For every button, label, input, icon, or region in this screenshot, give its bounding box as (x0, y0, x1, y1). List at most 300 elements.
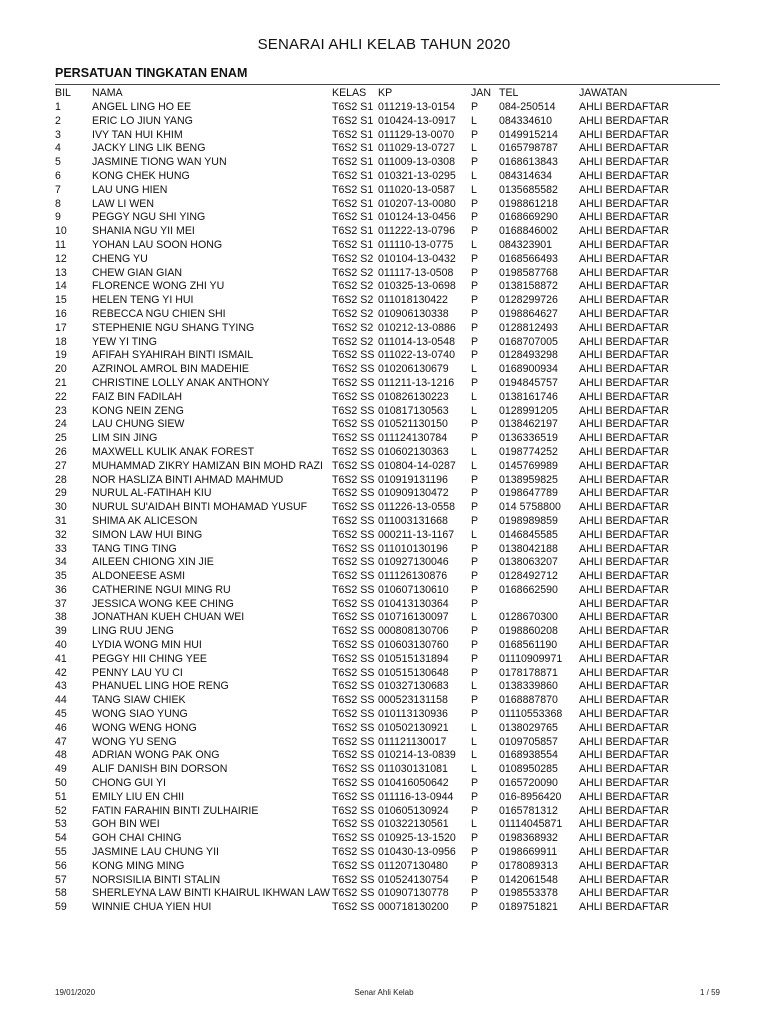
cell-kp: 010906130338 (378, 307, 449, 320)
cell-tel: 0168566493 (499, 252, 558, 265)
cell-tel: 0198860208 (499, 625, 558, 638)
table-row (55, 805, 720, 819)
table-row (55, 418, 720, 432)
cell-kp: 010104-13-0432 (378, 252, 456, 265)
table-row (55, 198, 720, 212)
cell-kelas: T6S2 SS (332, 763, 375, 776)
cell-tel: 084-250514 (499, 101, 556, 113)
cell-nama: JONATHAN KUEH CHUAN WEI (92, 611, 245, 624)
cell-jawatan: AHLI BERDAFTAR (579, 625, 669, 638)
cell-kelas: T6S2 SS (332, 390, 375, 403)
cell-jan: P (471, 556, 479, 569)
table-row (55, 267, 720, 281)
cell-kp: 010925-13-1520 (378, 832, 456, 845)
cell-jan: P (471, 804, 479, 817)
header-bil: BIL (55, 87, 71, 99)
cell-kelas: T6S2 S1 (332, 225, 374, 238)
cell-jan: P (471, 266, 479, 279)
table-row (55, 115, 720, 129)
cell-kp: 011211-13-1216 (378, 376, 455, 389)
table-row (55, 101, 720, 115)
cell-kp: 010603130760 (378, 639, 449, 652)
cell-jan: P (471, 542, 479, 555)
cell-nama: WINNIE CHUA YIEN HUI (92, 901, 212, 914)
cell-bil: 59 (55, 901, 67, 914)
cell-jan: P (471, 211, 479, 224)
cell-bil: 34 (55, 556, 67, 569)
table-row (55, 625, 720, 639)
cell-tel: 0145769989 (499, 459, 558, 472)
cell-kelas: T6S2 S2 (332, 321, 374, 334)
cell-jawatan: AHLI BERDAFTAR (579, 749, 669, 762)
cell-bil: 40 (55, 639, 67, 652)
header-nama: NAMA (92, 87, 123, 99)
cell-nama: FATIN FARAHIN BINTI ZULHAIRIE (92, 804, 259, 817)
cell-jan: P (471, 777, 479, 790)
cell-kp: 011117-13-0508 (378, 266, 454, 279)
cell-bil: 13 (55, 266, 67, 279)
cell-tel: 0198864627 (499, 307, 558, 320)
cell-jan: P (471, 294, 479, 307)
cell-jan: L (471, 445, 477, 458)
cell-nama: NORSISILIA BINTI STALIN (92, 873, 221, 886)
cell-kp: 010416050642 (378, 777, 449, 790)
table-row (55, 680, 720, 694)
cell-kp: 010502130921 (378, 721, 449, 734)
cell-tel: 084323901 (499, 238, 553, 251)
cell-kp: 010817130563 (378, 404, 449, 417)
cell-jan: P (471, 418, 479, 431)
cell-nama: KONG MING MING (92, 859, 185, 872)
cell-kelas: T6S2 SS (332, 376, 375, 389)
cell-kelas: T6S2 SS (332, 445, 375, 458)
table-row (55, 405, 720, 419)
cell-jawatan: AHLI BERDAFTAR (579, 363, 669, 376)
cell-tel: 0128492712 (499, 570, 558, 583)
table-row (55, 874, 720, 888)
cell-nama: GOH BIN WEI (92, 818, 160, 831)
cell-kelas: T6S2 SS (332, 652, 375, 665)
cell-tel: 0198861218 (499, 197, 558, 210)
cell-jawatan: AHLI BERDAFTAR (579, 225, 669, 238)
cell-bil: 10 (55, 225, 67, 238)
cell-nama: AILEEN CHIONG XIN JIE (92, 556, 214, 569)
cell-kp: 011003131668 (378, 514, 448, 527)
table-row (55, 391, 720, 405)
cell-bil: 14 (55, 280, 67, 293)
cell-tel: 0165720090 (499, 777, 558, 790)
header-tel: TEL (499, 87, 519, 99)
cell-bil: 53 (55, 818, 67, 831)
table-row (55, 377, 720, 391)
cell-jan: P (471, 832, 479, 845)
cell-kelas: T6S2 SS (332, 859, 375, 872)
cell-jawatan: AHLI BERDAFTAR (579, 487, 669, 500)
cell-kp: 010826130223 (378, 390, 449, 403)
cell-jan: L (471, 611, 477, 624)
table-row (55, 529, 720, 543)
cell-bil: 3 (55, 128, 61, 141)
cell-tel: 0138462197 (499, 418, 558, 431)
table-row (55, 763, 720, 777)
cell-jan: P (471, 790, 479, 803)
cell-nama: LAU UNG HIEN (92, 183, 168, 196)
cell-kelas: T6S2 S2 (332, 252, 374, 265)
cell-jawatan: AHLI BERDAFTAR (579, 128, 669, 141)
cell-nama: WONG WENG HONG (92, 721, 197, 734)
cell-kp: 011022-13-0740 (378, 349, 455, 362)
cell-nama: CHEW GIAN GIAN (92, 266, 183, 279)
table-row (55, 142, 720, 156)
cell-jan: P (471, 514, 479, 527)
cell-kelas: T6S2 S2 (332, 335, 374, 348)
cell-kp: 010206130679 (378, 363, 449, 376)
cell-bil: 52 (55, 804, 67, 817)
cell-tel: 0198553378 (499, 887, 558, 900)
cell-nama: JASMINE TIONG WAN YUN (92, 156, 227, 169)
cell-kelas: T6S2 S1 (332, 169, 374, 182)
cell-kp: 011010130196 (378, 542, 448, 555)
cell-jan: P (471, 501, 479, 514)
cell-tel: 0198774252 (499, 445, 558, 458)
cell-jawatan: AHLI BERDAFTAR (579, 349, 669, 362)
cell-nama: STEPHENIE NGU SHANG TYING (92, 321, 255, 334)
cell-jan: P (471, 846, 479, 859)
cell-tel: 0138959825 (499, 473, 558, 486)
header-kelas: KELAS (332, 87, 367, 99)
cell-bil: 16 (55, 307, 67, 320)
cell-kelas: T6S2 S2 (332, 266, 374, 279)
cell-bil: 6 (55, 169, 61, 182)
cell-bil: 22 (55, 390, 67, 403)
cell-jawatan: AHLI BERDAFTAR (579, 901, 669, 914)
cell-kelas: T6S2 SS (332, 542, 375, 555)
cell-jan: P (471, 487, 479, 500)
cell-jawatan: AHLI BERDAFTAR (579, 790, 669, 803)
table-row (55, 156, 720, 170)
cell-kp: 010113130936 (378, 708, 448, 721)
cell-tel: 0168561190 (499, 639, 558, 652)
cell-nama: NURUL SU'AIDAH BINTI MOHAMAD YUSUF (92, 501, 308, 514)
cell-tel: 016-8956420 (499, 790, 562, 803)
cell-bil: 48 (55, 749, 67, 762)
cell-kp: 010124-13-0456 (378, 211, 456, 224)
cell-jawatan: AHLI BERDAFTAR (579, 501, 669, 514)
cell-tel: 0138161746 (499, 390, 558, 403)
table-row (55, 225, 720, 239)
cell-kp: 011222-13-0796 (378, 225, 455, 238)
cell-bil: 12 (55, 252, 67, 265)
cell-jan: L (471, 459, 477, 472)
cell-nama: MAXWELL KULIK ANAK FOREST (92, 445, 255, 458)
cell-kp: 010607130610 (378, 583, 449, 596)
cell-jan: L (471, 142, 477, 155)
cell-bil: 11 (55, 238, 66, 251)
cell-kelas: T6S2 S1 (332, 101, 374, 113)
cell-kelas: T6S2 SS (332, 666, 375, 679)
cell-jawatan: AHLI BERDAFTAR (579, 307, 669, 320)
cell-bil: 51 (55, 790, 67, 803)
cell-kelas: T6S2 SS (332, 804, 375, 817)
cell-nama: YEW YI TING (92, 335, 157, 348)
cell-bil: 54 (55, 832, 67, 845)
cell-kp: 011219-13-0154 (378, 101, 455, 113)
cell-bil: 9 (55, 211, 61, 224)
cell-jawatan: AHLI BERDAFTAR (579, 473, 669, 486)
cell-nama: LYDIA WONG MIN HUI (92, 639, 202, 652)
cell-bil: 55 (55, 846, 67, 859)
cell-jan: P (471, 280, 479, 293)
section-title: PERSATUAN TINGKATAN ENAM (55, 66, 248, 80)
cell-tel: 0168938554 (499, 749, 558, 762)
cell-tel: 084334610 (499, 114, 553, 127)
cell-bil: 39 (55, 625, 67, 638)
cell-jawatan: AHLI BERDAFTAR (579, 432, 669, 445)
cell-kp: 010413130364 (378, 597, 449, 610)
table-body (55, 101, 720, 915)
cell-jawatan: AHLI BERDAFTAR (579, 846, 669, 859)
cell-kp: 011116-13-0944 (378, 790, 454, 803)
cell-nama: ALIF DANISH BIN DORSON (92, 763, 228, 776)
cell-jan: P (471, 225, 479, 238)
cell-tel: 0128812493 (499, 321, 558, 334)
cell-tel: 0138339860 (499, 680, 558, 693)
cell-jawatan: AHLI BERDAFTAR (579, 404, 669, 417)
table-row (55, 129, 720, 143)
cell-kelas: T6S2 S1 (332, 156, 374, 169)
cell-tel: 0189751821 (499, 901, 558, 914)
header-kp: KP (378, 87, 393, 99)
cell-bil: 17 (55, 321, 67, 334)
cell-kp: 011207130480 (378, 859, 448, 872)
cell-tel: 0128991205 (499, 404, 558, 417)
cell-jan: L (471, 818, 477, 831)
cell-jawatan: AHLI BERDAFTAR (579, 114, 669, 127)
cell-nama: PEGGY HII CHING YEE (92, 652, 207, 665)
cell-tel: 084314634 (499, 169, 553, 182)
cell-jan: P (471, 156, 479, 169)
cell-tel: 0198587768 (499, 266, 558, 279)
cell-kp: 000211-13-1167 (378, 528, 455, 541)
cell-jan: P (471, 873, 479, 886)
cell-kp: 011018130422 (378, 294, 448, 307)
cell-kp: 011124130784 (378, 432, 448, 445)
table-row (55, 253, 720, 267)
cell-tel: 0138042188 (499, 542, 558, 555)
cell-kelas: T6S2 S1 (332, 183, 374, 196)
cell-kp: 010927130046 (378, 556, 449, 569)
cell-jan: P (471, 901, 479, 914)
cell-jan: P (471, 625, 479, 638)
cell-kp: 010327130683 (378, 680, 449, 693)
cell-jawatan: AHLI BERDAFTAR (579, 211, 669, 224)
cell-bil: 46 (55, 721, 67, 734)
cell-bil: 29 (55, 487, 67, 500)
cell-kelas: T6S2 SS (332, 873, 375, 886)
cell-nama: IVY TAN HUI KHIM (92, 128, 183, 141)
cell-nama: AZRINOL AMROL BIN MADEHIE (92, 363, 249, 376)
cell-bil: 32 (55, 528, 67, 541)
cell-jan: L (471, 763, 477, 776)
footer-date: 19/01/2020 (55, 988, 96, 997)
cell-bil: 19 (55, 349, 67, 362)
cell-jawatan: AHLI BERDAFTAR (579, 156, 669, 169)
cell-jawatan: AHLI BERDAFTAR (579, 721, 669, 734)
cell-kp: 000808130706 (378, 625, 449, 638)
table-row (55, 611, 720, 625)
cell-bil: 41 (55, 652, 67, 665)
cell-jawatan: AHLI BERDAFTAR (579, 818, 669, 831)
cell-kp: 010909130472 (378, 487, 449, 500)
cell-kp: 010521130150 (378, 418, 448, 431)
cell-kelas: T6S2 S1 (332, 238, 374, 251)
cell-jan: P (471, 321, 479, 334)
cell-jawatan: AHLI BERDAFTAR (579, 390, 669, 403)
cell-jan: L (471, 169, 477, 182)
table-row (55, 846, 720, 860)
cell-kp: 011014-13-0548 (378, 335, 455, 348)
cell-jawatan: AHLI BERDAFTAR (579, 101, 669, 113)
header-jawatan: JAWATAN (579, 87, 628, 99)
cell-tel: 0198368932 (499, 832, 558, 845)
cell-kp: 010321-13-0295 (378, 169, 456, 182)
cell-tel: 0136336519 (499, 432, 558, 445)
cell-jan: L (471, 114, 477, 127)
cell-kelas: T6S2 SS (332, 887, 375, 900)
table-row (55, 446, 720, 460)
cell-jan: P (471, 666, 479, 679)
cell-jawatan: AHLI BERDAFTAR (579, 418, 669, 431)
cell-bil: 25 (55, 432, 67, 445)
cell-nama: KONG NEIN ZENG (92, 404, 184, 417)
header-rule (55, 84, 720, 85)
cell-jan: P (471, 335, 479, 348)
cell-kp: 010907130778 (378, 887, 449, 900)
cell-kelas: T6S2 S1 (332, 128, 374, 141)
cell-jawatan: AHLI BERDAFTAR (579, 583, 669, 596)
cell-kp: 011029-13-0727 (378, 142, 455, 155)
cell-jawatan: AHLI BERDAFTAR (579, 142, 669, 155)
cell-kelas: T6S2 S2 (332, 294, 374, 307)
cell-nama: JACKY LING LIK BENG (92, 142, 206, 155)
cell-tel: 0165798787 (499, 142, 558, 155)
cell-kelas: T6S2 SS (332, 363, 375, 376)
cell-kelas: T6S2 SS (332, 818, 375, 831)
document-title: SENARAI AHLI KELAB TAHUN 2020 (257, 36, 511, 53)
cell-kp: 011009-13-0308 (378, 156, 455, 169)
cell-bil: 18 (55, 335, 67, 348)
cell-tel: 0142061548 (499, 873, 558, 886)
cell-nama: EMILY LIU EN CHII (92, 790, 185, 803)
table-row (55, 556, 720, 570)
cell-nama: ALDONEESE ASMI (92, 570, 186, 583)
cell-kp: 010515131894 (378, 652, 449, 665)
cell-nama: LIM SIN JING (92, 432, 158, 445)
cell-bil: 58 (55, 887, 67, 900)
cell-tel: 0135685582 (499, 183, 558, 196)
cell-jawatan: AHLI BERDAFTAR (579, 763, 669, 776)
cell-bil: 1 (55, 101, 61, 113)
cell-nama: CHRISTINE LOLLY ANAK ANTHONY (92, 376, 270, 389)
cell-kelas: T6S2 SS (332, 570, 375, 583)
cell-jan: P (471, 708, 479, 721)
cell-bil: 28 (55, 473, 67, 486)
cell-bil: 33 (55, 542, 67, 555)
cell-kelas: T6S2 S1 (332, 211, 374, 224)
cell-jan: P (471, 652, 479, 665)
cell-tel: 0138063207 (499, 556, 558, 569)
cell-nama: PENNY LAU YU CI (92, 666, 183, 679)
table-row (55, 515, 720, 529)
cell-nama: CHENG YU (92, 252, 148, 265)
cell-tel: 0194845757 (499, 376, 558, 389)
cell-kelas: T6S2 S2 (332, 280, 374, 293)
cell-jan: L (471, 238, 477, 251)
cell-jan: P (471, 583, 479, 596)
table-row (55, 860, 720, 874)
cell-jan: P (471, 197, 479, 210)
cell-kelas: T6S2 SS (332, 749, 375, 762)
cell-nama: WONG YU SENG (92, 735, 177, 748)
cell-tel: 01110553368 (499, 708, 563, 721)
cell-kelas: T6S2 SS (332, 694, 375, 707)
table-row (55, 722, 720, 736)
cell-kp: 010716130097 (378, 611, 449, 624)
cell-tel: 0168846002 (499, 225, 558, 238)
table-row (55, 667, 720, 681)
cell-kp: 011226-13-0558 (378, 501, 455, 514)
cell-kp: 011110-13-0775 (378, 238, 454, 251)
cell-jan: L (471, 680, 477, 693)
cell-nama: FLORENCE WONG ZHI YU (92, 280, 225, 293)
cell-kelas: T6S2 S1 (332, 197, 374, 210)
cell-jawatan: AHLI BERDAFTAR (579, 445, 669, 458)
cell-kp: 010919131196 (378, 473, 448, 486)
cell-jawatan: AHLI BERDAFTAR (579, 694, 669, 707)
table-row (55, 239, 720, 253)
cell-bil: 43 (55, 680, 67, 693)
cell-kelas: T6S2 SS (332, 846, 375, 859)
cell-bil: 47 (55, 735, 67, 748)
cell-nama: CATHERINE NGUI MING RU (92, 583, 231, 596)
cell-jan: P (471, 859, 479, 872)
cell-nama: LING RUU JENG (92, 625, 174, 638)
cell-nama: TANG TING TING (92, 542, 177, 555)
cell-nama: ANGEL LING HO EE (92, 101, 192, 113)
cell-kelas: T6S2 SS (332, 514, 375, 527)
cell-jan: P (471, 597, 479, 610)
cell-jawatan: AHLI BERDAFTAR (579, 735, 669, 748)
cell-kp: 010212-13-0886 (378, 321, 456, 334)
cell-bil: 30 (55, 501, 67, 514)
cell-kp: 000523131158 (378, 694, 448, 707)
cell-kelas: T6S2 S1 (332, 114, 374, 127)
cell-kelas: T6S2 S2 (332, 307, 374, 320)
cell-nama: AFIFAH SYAHIRAH BINTI ISMAIL (92, 349, 254, 362)
table-row (55, 818, 720, 832)
cell-nama: JASMINE LAU CHUNG YII (92, 846, 219, 859)
cell-kelas: T6S2 SS (332, 639, 375, 652)
cell-bil: 26 (55, 445, 67, 458)
cell-jan: P (471, 887, 479, 900)
cell-tel: 0168669290 (499, 211, 558, 224)
table-row (55, 432, 720, 446)
cell-bil: 20 (55, 363, 67, 376)
cell-nama: ADRIAN WONG PAK ONG (92, 749, 220, 762)
cell-tel: 01114045871 (499, 818, 563, 831)
cell-kp: 010430-13-0956 (378, 846, 456, 859)
cell-jawatan: AHLI BERDAFTAR (579, 252, 669, 265)
